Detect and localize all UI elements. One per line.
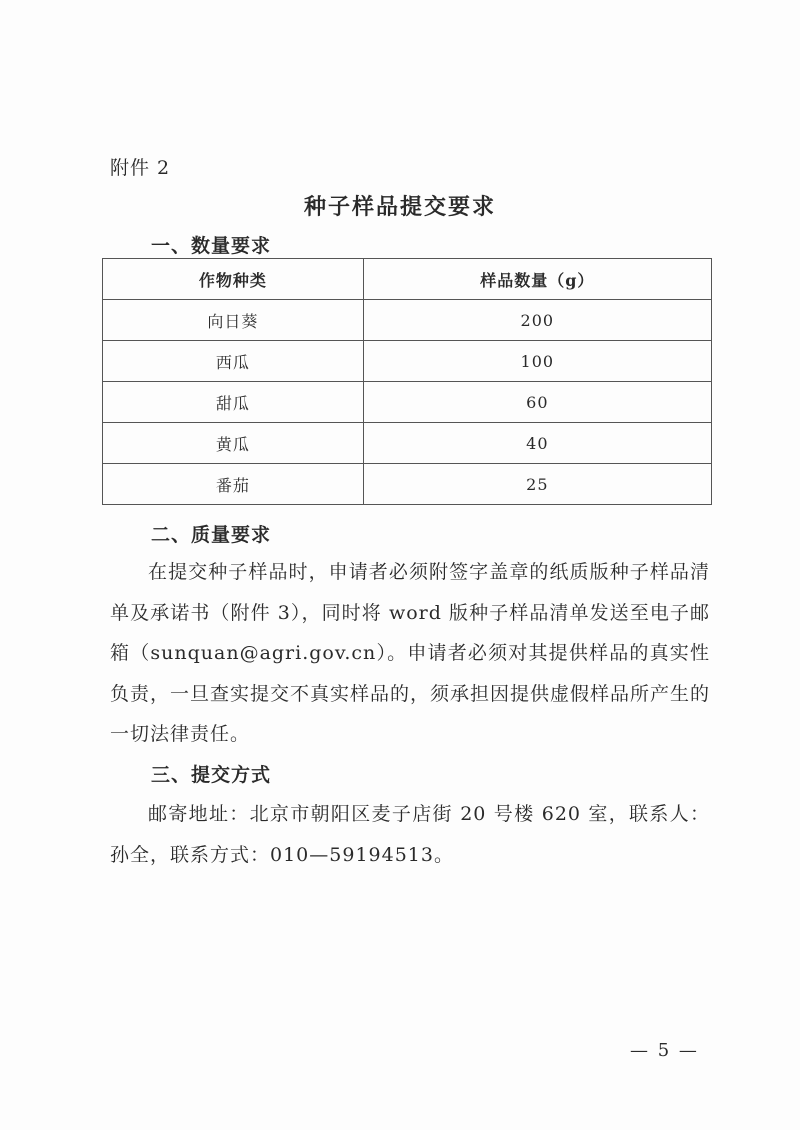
table-row (103, 341, 712, 382)
table-cell-quantity: 200 (363, 300, 711, 341)
table-cell-quantity: 60 (363, 382, 711, 423)
document-title: 种子样品提交要求 (303, 194, 496, 220)
table-cell-crop: 番茄 (103, 464, 364, 505)
table-header-quantity: 样品数量（g） (363, 259, 711, 300)
table-row (103, 382, 712, 423)
submission-method-paragraph: 邮寄地址：北京市朝阳区麦子店街 20 号楼 620 室，联系人：孙全，联系方式：010—59194513。 (110, 803, 710, 866)
table-cell-quantity: 40 (363, 423, 711, 464)
table-cell-crop: 向日葵 (103, 300, 364, 341)
table-row (103, 423, 712, 464)
table-row (103, 300, 712, 341)
attachment-label: 附件 2 (110, 157, 171, 179)
section-heading-quantity: 一、数量要求 (151, 235, 272, 257)
quality-requirements-paragraph: 在提交种子样品时，申请者必须附签字盖章的纸质版种子样品清单及承诺书（附件 3），同时将 word 版种子样品清单发送至电子邮箱（sunquan@agri.gov.cn）。申请者必须对其提供样品的真实性负责，一旦查实提交不真实样品的，须承担因提供虚假样品所产生的一切法律责任。 (110, 561, 711, 745)
table-cell-quantity: 25 (363, 464, 711, 505)
table-header-crop: 作物种类 (103, 259, 364, 300)
page-number: — 5 — (630, 1040, 699, 1061)
table-row (103, 464, 712, 505)
section-heading-quality: 二、质量要求 (151, 524, 272, 546)
table-header-row (103, 259, 712, 300)
quantity-table (102, 258, 712, 505)
section-heading-submission: 三、提交方式 (151, 764, 272, 786)
table-cell-quantity: 100 (363, 341, 711, 382)
table-cell-crop: 甜瓜 (103, 382, 364, 423)
table-cell-crop: 西瓜 (103, 341, 364, 382)
table-cell-crop: 黄瓜 (103, 423, 364, 464)
